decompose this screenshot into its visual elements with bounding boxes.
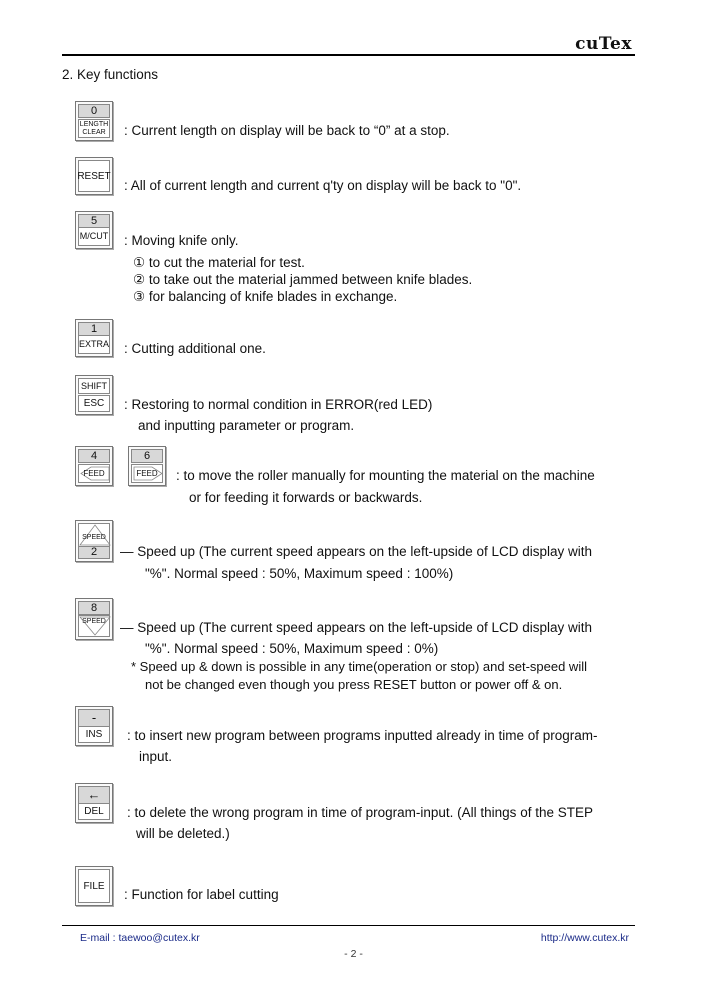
esc-desc-line2: and inputting parameter or program. xyxy=(138,418,355,433)
del-desc-line1: : to delete the wrong program in time of program-input. (All things of the STEP xyxy=(127,805,593,820)
ins-key-bottom: INS xyxy=(78,726,110,743)
feed-forward-key-bottom xyxy=(131,464,163,483)
del-key xyxy=(75,783,113,823)
file-desc: : Function for label cutting xyxy=(124,887,279,902)
mcut-list-item: ③ for balancing of knife blades in exchange. xyxy=(133,289,398,304)
length-clear-key-label-1: LENGTH xyxy=(79,121,109,128)
speed-up-key xyxy=(75,520,113,562)
feed-forward-key-label: FEED xyxy=(136,469,158,478)
speed-up-key-bottom: 2 xyxy=(78,546,110,559)
speed-down-key-bottom xyxy=(78,615,110,637)
reset-desc: : All of current length and current q'ty on display will be back to "0". xyxy=(124,178,522,193)
esc-key-top: SHIFT xyxy=(78,378,110,394)
del-key-top: ← xyxy=(78,786,110,804)
speed-up-desc-line2: "%". Normal speed : 50%, Maximum speed : 100%) xyxy=(145,566,454,581)
extra-key-bottom: EXTRA xyxy=(78,335,110,354)
footer-url: http://www.cutex.kr xyxy=(540,932,629,944)
feed-desc-line1: : to move the roller manually for mounting the material on the machine xyxy=(176,468,595,483)
footer-rule xyxy=(62,925,635,926)
del-desc-line2: will be deleted.) xyxy=(136,826,230,841)
mcut-key xyxy=(75,211,113,249)
del-key-bottom: DEL xyxy=(78,803,110,820)
length-clear-key-top: 0 xyxy=(78,104,110,118)
footer-email: E-mail : taewoo@cutex.kr xyxy=(80,932,200,944)
mcut-key-top: 5 xyxy=(78,214,110,228)
brand-logo-text: cuTex xyxy=(575,34,632,54)
esc-desc-line1: : Restoring to normal condition in ERROR(red LED) xyxy=(124,397,433,412)
extra-key-top: 1 xyxy=(78,322,110,336)
esc-key xyxy=(75,375,113,415)
feed-forward-key xyxy=(128,446,166,486)
feed-forward-key-top: 6 xyxy=(131,449,163,463)
feed-backward-key-bottom xyxy=(78,464,110,483)
feed-desc-line2: or for feeding it forwards or backwards. xyxy=(189,490,423,505)
section-title: 2. Key functions xyxy=(62,67,159,82)
mcut-list-item: ② to take out the material jammed between knife blades. xyxy=(133,272,473,287)
ins-key-top: - xyxy=(78,709,110,727)
mcut-desc: : Moving knife only. xyxy=(124,233,239,248)
length-clear-key-bottom xyxy=(78,119,110,138)
speed-down-key-label: SPEED xyxy=(82,618,106,625)
speed-down-key-top: 8 xyxy=(78,601,110,615)
speed-up-key-label: SPEED xyxy=(82,534,106,541)
feed-backward-key-top: 4 xyxy=(78,449,110,463)
ins-desc-line1: : to insert new program between programs inputted already in time of program- xyxy=(127,728,598,743)
reset-key xyxy=(75,157,113,195)
page-number: - 2 - xyxy=(344,948,363,960)
extra-key xyxy=(75,319,113,357)
length-clear-key xyxy=(75,101,113,141)
esc-key-bottom: ESC xyxy=(78,395,110,412)
header-rule xyxy=(62,54,635,56)
length-clear-key-label-2: CLEAR xyxy=(82,129,106,136)
ins-key xyxy=(75,706,113,746)
feed-backward-key-label: FEED xyxy=(83,469,105,478)
extra-desc: : Cutting additional one. xyxy=(124,341,266,356)
file-key-label: FILE xyxy=(78,869,110,903)
ins-desc-line2: input. xyxy=(139,749,173,764)
speed-note-line1: * Speed up & down is possible in any time(operation or stop) and set-speed will xyxy=(131,659,587,674)
speed-down-key xyxy=(75,598,113,640)
speed-up-desc-line1: — Speed up (The current speed appears on the left-upside of LCD display with xyxy=(120,544,593,559)
speed-down-desc-line2: "%". Normal speed : 50%, Maximum speed : 0%) xyxy=(145,641,439,656)
speed-down-desc-line1: — Speed up (The current speed appears on the left-upside of LCD display with xyxy=(120,620,593,635)
speed-up-key-top xyxy=(78,523,110,547)
feed-backward-key xyxy=(75,446,113,486)
reset-key-label: RESET xyxy=(78,160,110,192)
speed-note-line2: not be changed even though you press RESET button or power off & on. xyxy=(145,677,563,692)
file-key xyxy=(75,866,113,906)
length-clear-desc: : Current length on display will be back to “0” at a stop. xyxy=(124,123,450,138)
mcut-list xyxy=(133,254,472,305)
mcut-list-item: ① to cut the material for test. xyxy=(133,255,305,270)
mcut-key-bottom: M/CUT xyxy=(78,227,110,246)
